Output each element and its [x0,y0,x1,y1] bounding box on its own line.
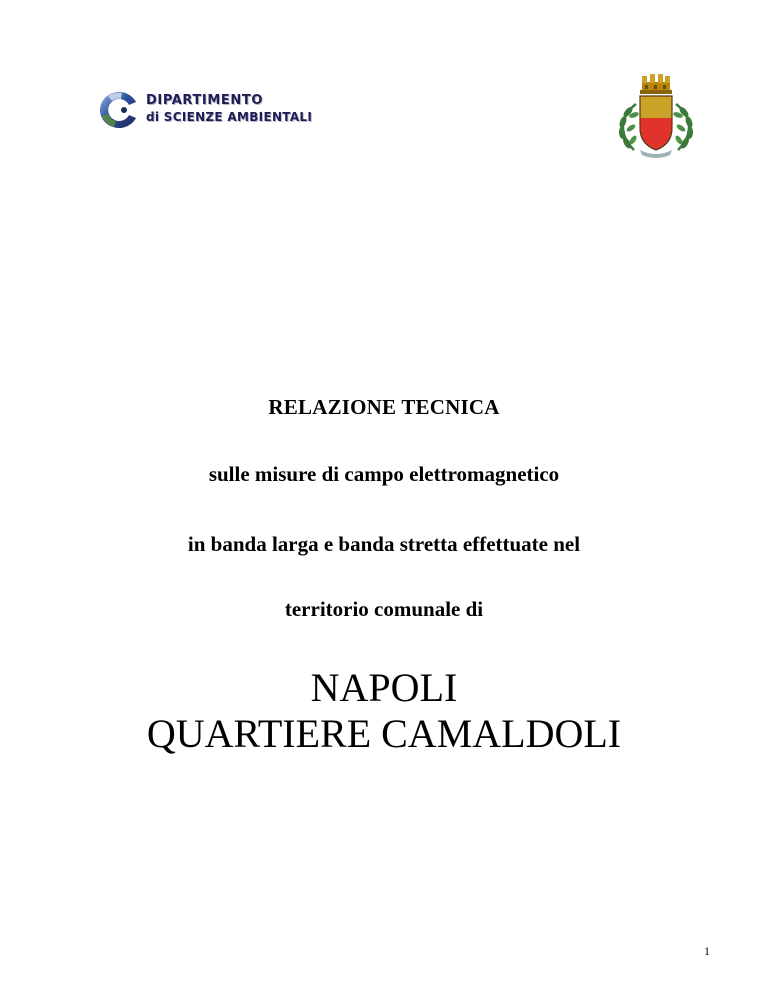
district-name: QUARTIERE CAMALDOLI [146,711,622,756]
report-heading: RELAZIONE TECNICA [268,395,500,419]
report-subtitle-line-3: territorio comunale di [284,597,484,621]
logo-line-2: di SCIENZE AMBIENTALI [146,110,313,124]
city-name: NAPOLI [310,665,458,710]
page-number: 1 [704,944,710,958]
report-subtitle-line-2: in banda larga e banda stretta effettuate nel [187,532,581,556]
department-ring-icon [96,90,140,130]
coat-of-arms-icon [610,68,702,162]
report-subtitle-line-1: sulle misure di campo elettromagnetico [208,462,560,486]
logo-line-1: DIPARTIMENTO [146,93,263,108]
department-logo [96,88,316,134]
